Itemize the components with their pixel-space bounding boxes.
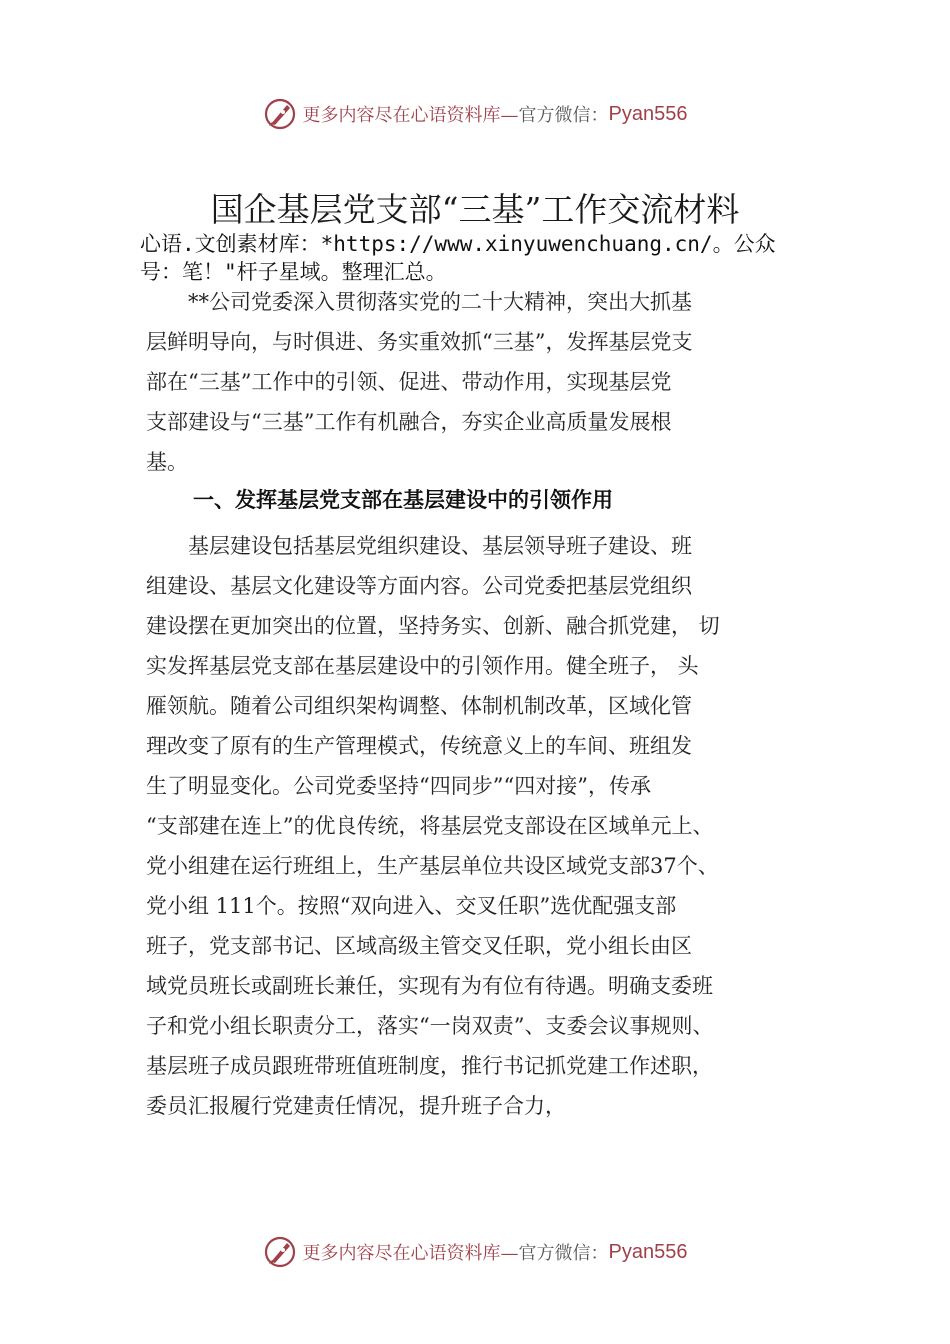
footer-banner [0,1232,950,1272]
paragraph-line: 子和党小组长职责分工，落实“一岗双责”、支委会议事规则、 [146,1014,714,1038]
section-heading-1: 一、发挥基层党支部在基层建设中的引领作用 [193,488,613,512]
banner-wechat-id: Pyan556 [608,1240,688,1263]
paragraph-line: 实发挥基层党支部在基层建设中的引领作用。健全班子， 头 [146,654,699,678]
banner-brand-text: 更多内容尽在心语资料库— [302,1243,519,1264]
header-banner [0,94,950,134]
pen-quill-logo-icon [263,1235,297,1269]
paragraph-line: 部在“三基”工作中的引领、促进、带动作用，实现基层党 [146,370,672,394]
paragraph-line: 支部建设与“三基”工作有机融合，夯实企业高质量发展根 [146,410,672,434]
paragraph-line: 层鲜明导向，与时俱进、务实重效抓“三基”，发挥基层党支 [146,330,693,354]
paragraph-line: “支部建在连上”的优良传统，将基层党支部设在区域单元上、 [146,814,714,838]
source-line: 号：笔！"杆子星域。整理汇总。 [140,260,447,284]
banner-brand-text: 更多内容尽在心语资料库— [302,105,519,126]
paragraph-line: 党小组建在运行班组上，生产基层单位共设区域党支部37个、 [146,854,719,878]
paragraph-line: 党小组 111个。按照“双向进入、交叉任职”选优配强支部 [146,894,677,918]
banner-wechat-label: 官方微信： [518,1243,609,1264]
document-title: 国企基层党支部“三基”工作交流材料 [210,190,740,229]
paragraph-line: 组建设、基层文化建设等方面内容。公司党委把基层党组织 [146,574,692,598]
banner-wechat-label: 官方微信： [518,105,609,126]
paragraph-line: 基层建设包括基层党组织建设、基层领导班子建设、班 [146,534,692,558]
paragraph-line: 建设摆在更加突出的位置，坚持务实、创新、融合抓党建， 切 [146,614,720,638]
paragraph-line: 理改变了原有的生产管理模式，传统意义上的车间、班组发 [146,734,692,758]
paragraph-line: 生了明显变化。公司党委坚持“四同步”“四对接”，传承 [146,774,651,798]
paragraph-line: 班子，党支部书记、区域高级主管交叉任职，党小组长由区 [146,934,692,958]
paragraph-line: 基层班子成员跟班带班值班制度，推行书记抓党建工作述职， [146,1054,713,1078]
banner-wechat-id: Pyan556 [608,102,688,125]
paragraph-line: 委员汇报履行党建责任情况，提升班子合力， [146,1094,566,1118]
paragraph-line: 域党员班长或副班长兼任，实现有为有位有待遇。明确支委班 [146,974,713,998]
paragraph-intro [146,282,836,482]
paragraph-line: **公司党委深入贯彻落实党的二十大精神，突出大抓基 [146,290,692,314]
paragraph-line: 基。 [146,450,188,474]
paragraph-section-1 [146,526,836,1126]
source-line: 心语.文创素材库：*https://www.xinyuwenchuang.cn/。公众 [140,232,776,256]
pen-quill-logo-icon [263,97,297,131]
source-note [140,230,830,286]
paragraph-line: 雁领航。随着公司组织架构调整、体制机制改革，区域化管 [146,694,692,718]
